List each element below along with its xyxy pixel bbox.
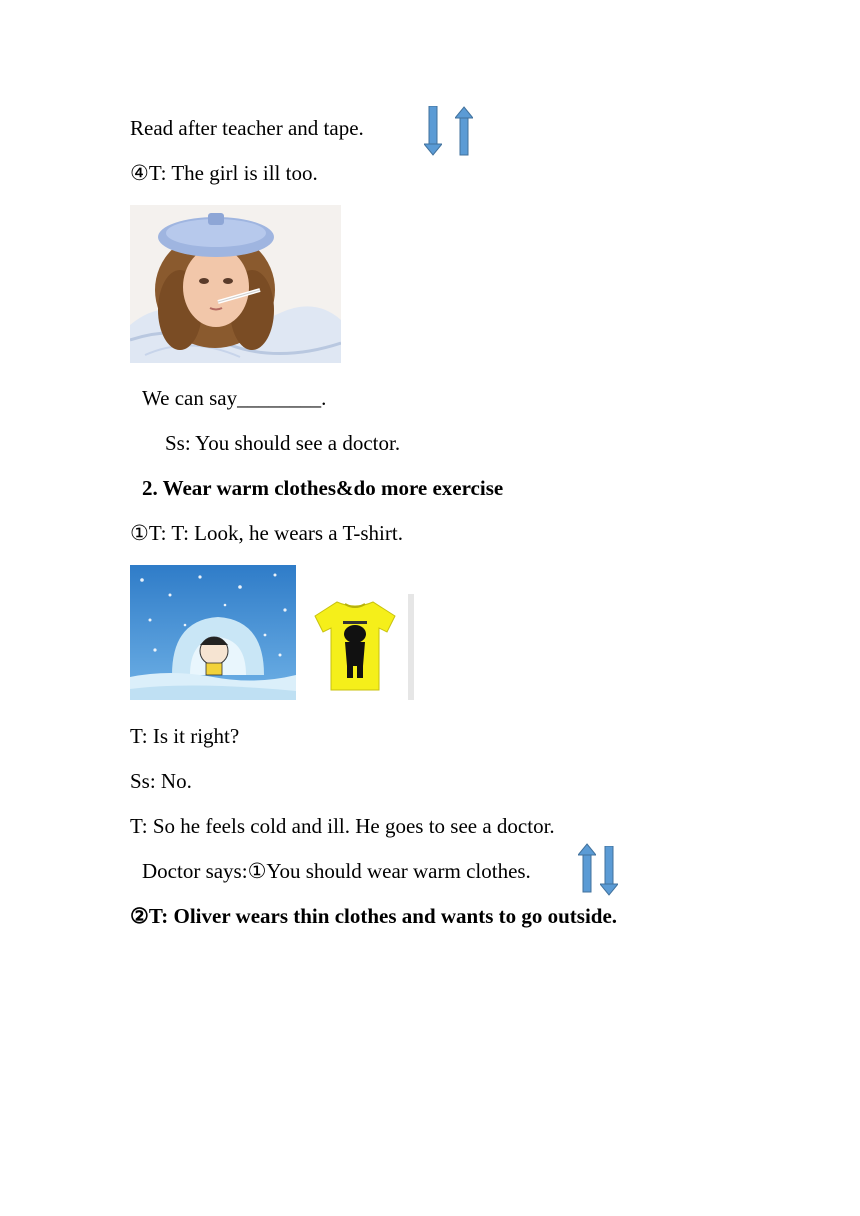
arrow-up-icon <box>578 843 596 893</box>
arrow-down-icon <box>424 106 442 156</box>
feels-cold-line: T: So he feels cold and ill. He goes to see a doctor. <box>130 814 555 838</box>
arrow-down-icon <box>600 846 618 896</box>
we-can-say-line: We can say________. <box>142 386 327 410</box>
look-tshirt-line: ①T: T: Look, he wears a T-shirt. <box>130 521 403 545</box>
arrow-up-icon <box>455 106 473 156</box>
vertical-watermark-strip <box>408 594 414 700</box>
ss-no-line: Ss: No. <box>130 769 192 793</box>
sick-girl-photo <box>130 205 341 363</box>
ss-doctor-line: Ss: You should see a doctor. <box>165 431 401 455</box>
section-heading: 2. Wear warm clothes&do more exercise <box>142 476 504 500</box>
doctor-says-line: Doctor says:①You should wear warm clothes. <box>142 859 531 883</box>
girl-ill-line: ④T: The girl is ill too. <box>130 161 318 185</box>
oliver-line: ②T: Oliver wears thin clothes and wants to go outside. <box>130 904 618 928</box>
snow-igloo-cartoon <box>130 565 296 700</box>
yellow-tshirt-image <box>313 596 397 694</box>
is-it-right-line: T: Is it right? <box>130 724 240 748</box>
read-after-line: Read after teacher and tape. <box>130 116 364 140</box>
